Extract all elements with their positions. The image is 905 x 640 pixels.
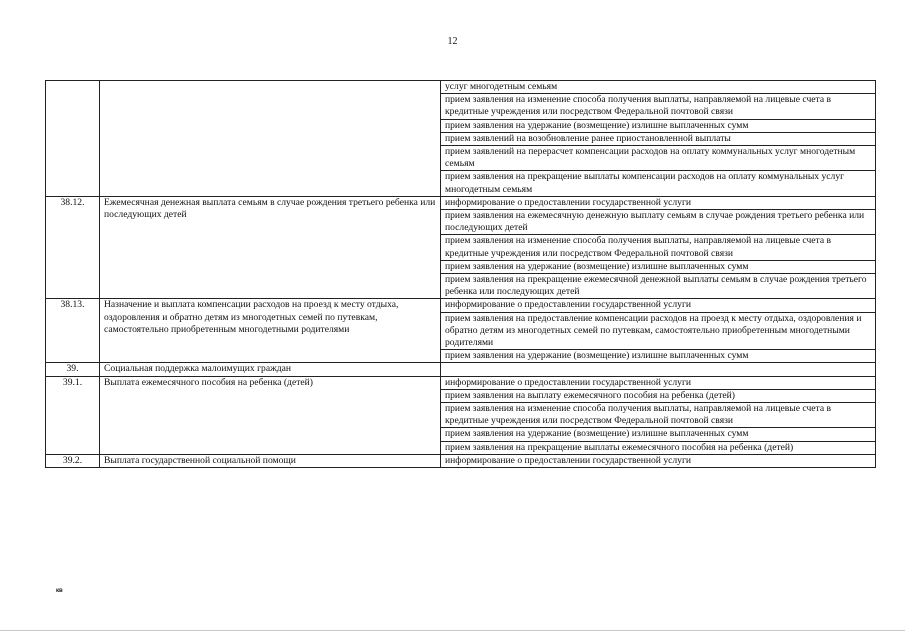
- table-row: [46, 196, 876, 209]
- service-action: прием заявления на ежемесячную денежную выплату семьям в случае рождения третьего ребенка или последующих детей: [441, 210, 876, 235]
- table-row: [46, 454, 876, 467]
- service-action: прием заявлений на перерасчет компенсации расходов на оплату коммунальных услуг многодетным семьям: [441, 146, 876, 171]
- service-action: информирование о предоставлении государственной услуги: [441, 299, 876, 312]
- service-name: Выплата государственной социальной помощи: [100, 454, 441, 467]
- service-action: прием заявления на удержание (возмещение) излишне выплаченных сумм: [441, 260, 876, 273]
- item-number: 39.: [46, 363, 100, 376]
- item-number: 38.12.: [46, 196, 100, 299]
- service-action: прием заявлений на возобновление ранее приостановленной выплаты: [441, 132, 876, 145]
- service-action: прием заявления на изменение способа получения выплаты, направляемой на лицевые счета в кредитные учреждения или посредством Федеральной почтовой связи: [441, 403, 876, 428]
- table-row: [46, 363, 876, 376]
- service-action: прием заявления на удержание (возмещение) излишне выплаченных сумм: [441, 119, 876, 132]
- service-name: Социальная поддержка малоимущих граждан: [100, 363, 441, 376]
- page-number: 12: [447, 36, 458, 47]
- table-row: [46, 81, 876, 94]
- service-name: Ежемесячная денежная выплата семьям в случае рождения третьего ребенка или последующих детей: [100, 196, 441, 299]
- table-row: [46, 376, 876, 389]
- service-action: прием заявления на прекращение ежемесячной денежной выплаты семьям в случае рождения третьего ребенка или последующих детей: [441, 274, 876, 299]
- service-name: [100, 81, 441, 197]
- item-number: [46, 81, 100, 197]
- services-table: [45, 80, 876, 468]
- table-row: [46, 299, 876, 312]
- service-action: прием заявления на изменение способа получения выплаты, направляемой на лицевые счета в кредитные учреждения или посредством Федеральной почтовой связи: [441, 235, 876, 260]
- service-action: прием заявления на удержание (возмещение) излишне выплаченных сумм: [441, 350, 876, 363]
- service-action: прием заявления на предоставление компенсации расходов на проезд к месту отдыха, оздоровления и обратно детям из многодетных семей по путевкам, самостоятельно приобретенным многодетными родителями: [441, 312, 876, 350]
- service-action: информирование о предоставлении государственной услуги: [441, 454, 876, 467]
- service-action: прием заявления на выплату ежемесячного пособия на ребенка (детей): [441, 389, 876, 402]
- item-number: 38.13.: [46, 299, 100, 363]
- service-name: Выплата ежемесячного пособия на ребенка (детей): [100, 376, 441, 454]
- footer-mark: кв: [56, 588, 63, 594]
- service-name: Назначение и выплата компенсации расходов на проезд к месту отдыха, оздоровления и обратно детям из многодетных семей по путевкам, самостоятельно приобретенным многодетными родителями: [100, 299, 441, 363]
- service-action: услуг многодетным семьям: [441, 81, 876, 94]
- item-number: 39.1.: [46, 376, 100, 454]
- service-action: информирование о предоставлении государственной услуги: [441, 376, 876, 389]
- item-number: 39.2.: [46, 454, 100, 467]
- scan-edge-line: [0, 630, 905, 631]
- service-action: прием заявления на прекращение выплаты компенсации расходов на оплату коммунальных услуг многодетным семьям: [441, 171, 876, 196]
- service-action: информирование о предоставлении государственной услуги: [441, 196, 876, 209]
- service-action: [441, 363, 876, 376]
- service-action: прием заявления на удержание (возмещение) излишне выплаченных сумм: [441, 428, 876, 441]
- service-action: прием заявления на изменение способа получения выплаты, направляемой на лицевые счета в кредитные учреждения или посредством Федеральной почтовой связи: [441, 94, 876, 119]
- service-action: прием заявления на прекращение выплаты ежемесячного пособия на ребенка (детей): [441, 441, 876, 454]
